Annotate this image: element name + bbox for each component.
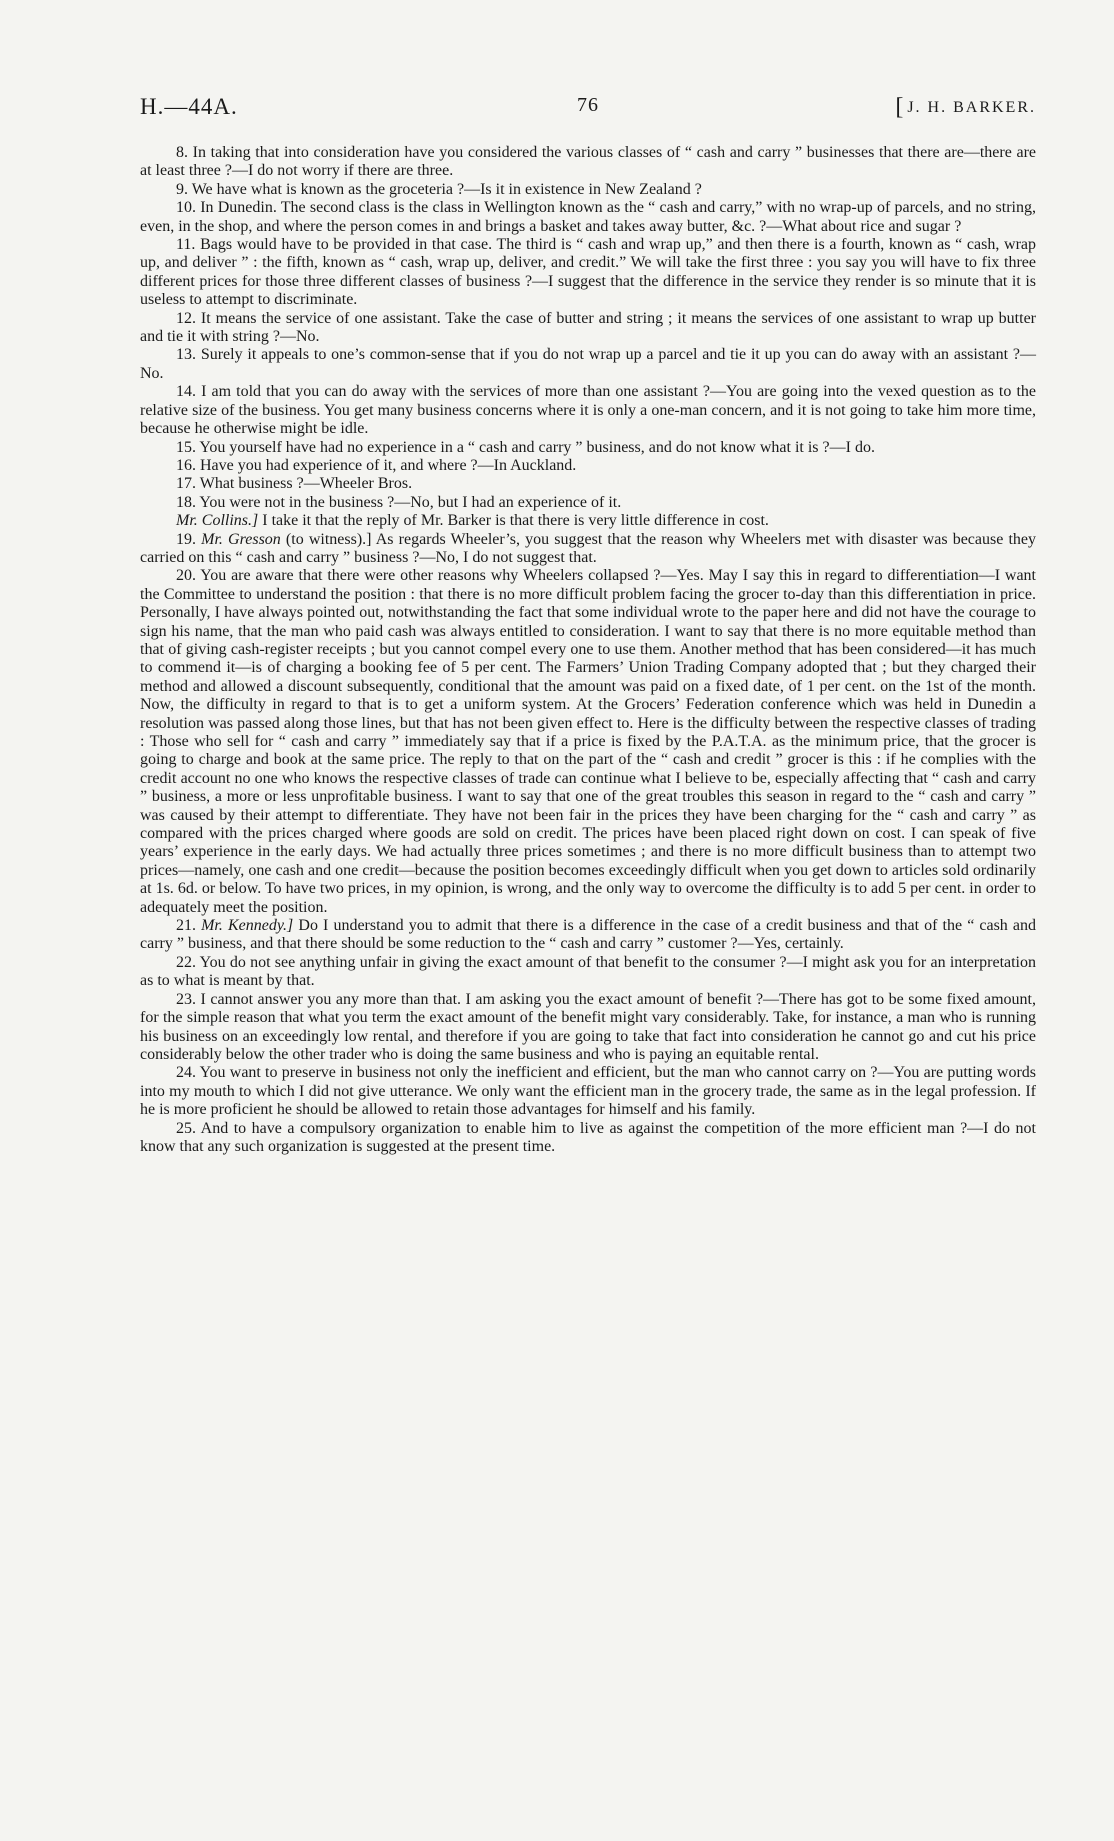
testimony-paragraph: 16. Have you had experience of it, and where ?—In Auckland. — [176, 456, 577, 474]
testimony-paragraph: Mr. Collins.] I take it that the reply of Mr. Barker is that there is very little difference in cost. — [176, 512, 769, 530]
testimony-paragraph: 24. You want to preserve in business not only the inefficient and efficient, but the man who cannot carry on ?—You are putting words into my mouth to which I did not give utterance. We only want the efficient man in the grocery trade, the same as in the legal profession. If he is more proficient he should be allowed to retain those advantages for himself and his family. — [140, 1064, 1036, 1119]
testimony-paragraph: 23. I cannot answer you any more than that. I am asking you the exact amount of benefit ?—There has got to be some fixed amount, for the simple reason that what you term the exact amount of the benefit might vary considerably. Take, for instance, a man who is running his business on an exceedingly low rental, and therefore if you are going to take that fact into consideration he cannot go and cut his price considerably below the other trader who is doing the same business and who is paying an equitable rental. — [140, 990, 1036, 1063]
testimony-paragraph: 8. In taking that into consideration have you considered the various classes of “ cash and carry ” businesses that there are—there are at least three ?—I do not worry if there are three. — [140, 144, 1036, 180]
speaker-name: Mr. Collins.] — [176, 512, 259, 530]
testimony-paragraph: 20. You are aware that there were other reasons why Wheelers collapsed ?—Yes. May I say this in regard to differentiation—I want the Committee to understand the position : that there is no more difficult problem facing the grocer to-day than this differentiation in price. Personally, I have always pointed out, notwithstanding the fact that some individual wrote to the paper here and did not have the courage to sign his name, that the man who paid cash was always entitled to consideration. I want to say that there is no more equitable method than that of giving cash-register receipts ; but you cannot compel every one to use them. Another method that has been considered—it has much to commend it—is of charging a booking fee of 5 per cent. The Farmers’ Union Trading Company adopted that ; but they charged their method and allowed a discount subsequently, conditional that the amount was paid on a fixed date, of 1 per cent. on the 1st of the month. Now, the difficulty in regard to that is to get a uniform system. At the Grocers’ Federation conference which was held in Dunedin a resolution was passed along those lines, but that has not been given effect to. Here is the difficulty between the respective classes of trading : Those who sell for “ cash and carry ” immediately say that if a price is fixed by the P.A.T.A. as the minimum price, that the grocer is going to charge and book at the same price. The reply to that on the part of the “ cash and credit ” grocer is this : if he complies with the credit account no one who knows the respective classes of trade can continue what I believe to be, especially affecting that “ cash and carry ” business, a more or less unprofitable business. I want to say that one of the great troubles this season in regard to the “ cash and carry ” was caused by their attempt to differentiate. They have not been fair in the prices they have been charging for the “ cash and carry ” as compared with the prices charged where goods are sold on credit. The prices have been placed right down on cost. I can speak of five years’ experience in the early days. We had actually three prices sometimes ; and there is no more difficult business than to attempt two prices—namely, one cash and one credit—because the position becomes exceedingly difficult when you get down to articles sold ordinarily at 1s. 6d. or below. To have two prices, in my opinion, is wrong, and the only way to overcome the difficulty is to add 5 per cent. in order to adequately meet the position. — [140, 567, 1036, 916]
testimony-paragraph: 21. Mr. Kennedy.] Do I understand you to admit that there is a difference in the case of a credit business and that of the “ cash and carry ” business, and that there should be some reduction to the “ cash and carry ” customer ?—Yes, certainly. — [140, 917, 1037, 953]
testimony-paragraph: 12. It means the service of one assistant. Take the case of butter and string ; it means the services of one assistant to wrap up butter and tie it with string ?—No. — [140, 309, 1036, 346]
testimony-paragraph: 10. In Dunedin. The second class is the class in Wellington known as the “ cash and carry,” with no wrap-up of parcels, and no string, even, in the shop, and where the person comes in and brings a basket and takes away butter, &c. ?—What about rice and sugar ? — [140, 199, 1036, 235]
testimony-paragraph: 15. You yourself have had no experience in a “ cash and carry ” business, and do not know what it is ?—I do. — [176, 438, 875, 456]
testimony-paragraph: 13. Surely it appeals to one’s common-sense that if you do not wrap up a parcel and tie it up you can do away with an assistant ?—No. — [140, 346, 1036, 382]
testimony-paragraph: 17. What business ?—Wheeler Bros. — [176, 475, 413, 493]
page-header — [140, 88, 1036, 138]
bracket-glyph: [ — [895, 94, 906, 120]
witness-name-text: J. H. BARKER. — [907, 99, 1036, 116]
testimony-paragraph: 19. Mr. Gresson (to witness).] As regards Wheeler’s, you suggest that the reason why Wheelers met with disaster was because they carried on this “ cash and carry ” business ?—No, I do not suggest that. — [140, 530, 1037, 566]
testimony-body — [140, 144, 1036, 1156]
speaker-name: Mr. Gresson — [201, 530, 281, 548]
testimony-paragraph: 22. You do not see anything unfair in giving the exact amount of that benefit to the consumer ?—I might ask you for an interpretation as to what is meant by that. — [140, 953, 1036, 990]
testimony-paragraph: 18. You were not in the business ?—No, but I had an experience of it. — [176, 493, 622, 511]
testimony-paragraph: 11. Bags would have to be provided in that case. The third is “ cash and wrap up,” and then there is a fourth, known as “ cash, wrap up, and deliver ” : the fifth, known as “ cash, wrap up, deliver, and credit.” We will take the first three : you say you will have to fix three different prices for those three different classes of business ?—I suggest that the difference in the service they render is so minute that it is useless to attempt to discriminate. — [140, 236, 1036, 309]
testimony-paragraph: 25. And to have a compulsory organization to enable him to live as against the competition of the more efficient man ?—I do not know that any such organization is suggested at the present time. — [140, 1119, 1036, 1155]
page-number: 76 — [577, 94, 599, 116]
testimony-paragraph: 9. We have what is known as the groceteria ?—Is it in existence in New Zealand ? — [176, 180, 702, 198]
witness-name — [895, 94, 1036, 121]
testimony-paragraph: 14. I am told that you can do away with the services of more than one assistant ?—You are going into the vexed question as to the relative size of the business. You get many business concerns where it is only a one-man concern, and it is not going to take him more time, because he otherwise might be idle. — [140, 383, 1036, 438]
speaker-name: Mr. Kennedy.] — [201, 917, 294, 935]
report-reference: H.—44A. — [140, 94, 238, 119]
